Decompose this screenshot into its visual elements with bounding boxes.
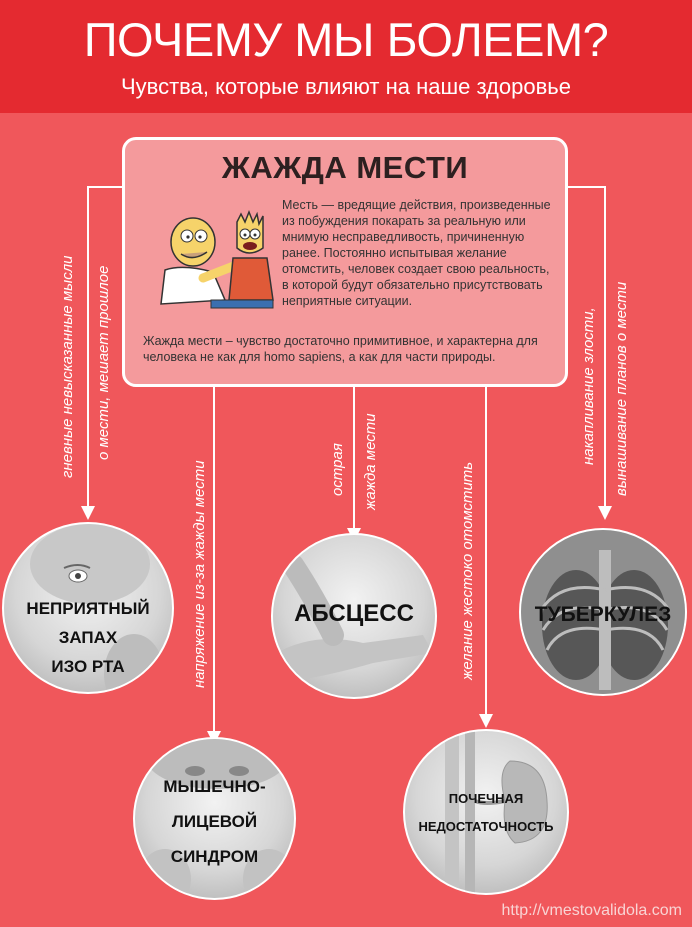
disease-kidney — [403, 729, 569, 895]
kidney-line1: ПОЧЕЧНАЯ — [448, 791, 524, 806]
label-mid-left: напряжение из-за жажды мести — [191, 460, 208, 688]
label-mid-right: желание жестоко отомстить — [459, 461, 476, 680]
label-center-1: острая — [329, 443, 346, 496]
emotion-title: ЖАЖДА МЕСТИ — [221, 150, 469, 185]
abscess-label: АБСЦЕСС — [294, 600, 414, 627]
label-left-outer: гневные невысказанные мысли — [59, 255, 76, 478]
disease-muscle-face — [133, 737, 296, 900]
disease-abscess — [271, 533, 437, 699]
page-title: ПОЧЕМУ МЫ БОЛЕЕМ? — [83, 13, 609, 66]
disease-bad-breath — [2, 522, 174, 694]
bad-breath-line3: ИЗО РТА — [51, 657, 125, 676]
bad-breath-line2: ЗАПАХ — [58, 628, 118, 647]
page-subtitle: Чувства, которые влияют на наше здоровье — [120, 74, 571, 99]
muscle-face-line1: МЫШЕЧНО- — [163, 777, 266, 796]
label-right-outer: вынашивание планов о мести — [613, 281, 630, 496]
kidney-line2: НЕДОСТАТОЧНОСТЬ — [418, 819, 554, 834]
label-right-inner: накапливание злости, — [580, 307, 597, 465]
disease-tuberculosis — [519, 528, 687, 696]
tuberculosis-label: ТУБЕРКУЛЕЗ — [534, 603, 672, 626]
revenge-definition: Месть — вредящие действия, произведенные из побуждения покарать за реальную или мнимую несправедливость, причиненную ранее. Постоянно испытывая желание отомстить, человек создает свою реальность, в которой будут обязательно присутствовать неприятные ситуации. — [282, 198, 551, 308]
label-left-inner: о мести, мешает прошлое — [95, 265, 112, 460]
revenge-note: Жажда мести – чувство достаточно примитивное, и характерна для человека не как для homo sapiens, а как для части природы. — [143, 334, 538, 364]
site-watermark: http://vmestovalidola.com — [501, 902, 682, 919]
muscle-face-line3: СИНДРОМ — [170, 847, 259, 866]
muscle-face-line2: ЛИЦЕВОЙ — [171, 812, 258, 831]
bad-breath-line1: НЕПРИЯТНЫЙ — [26, 599, 150, 618]
revenge-info-box — [122, 137, 568, 387]
cartoon-illustration — [153, 200, 283, 310]
label-center-2: жажда мести — [362, 413, 379, 510]
